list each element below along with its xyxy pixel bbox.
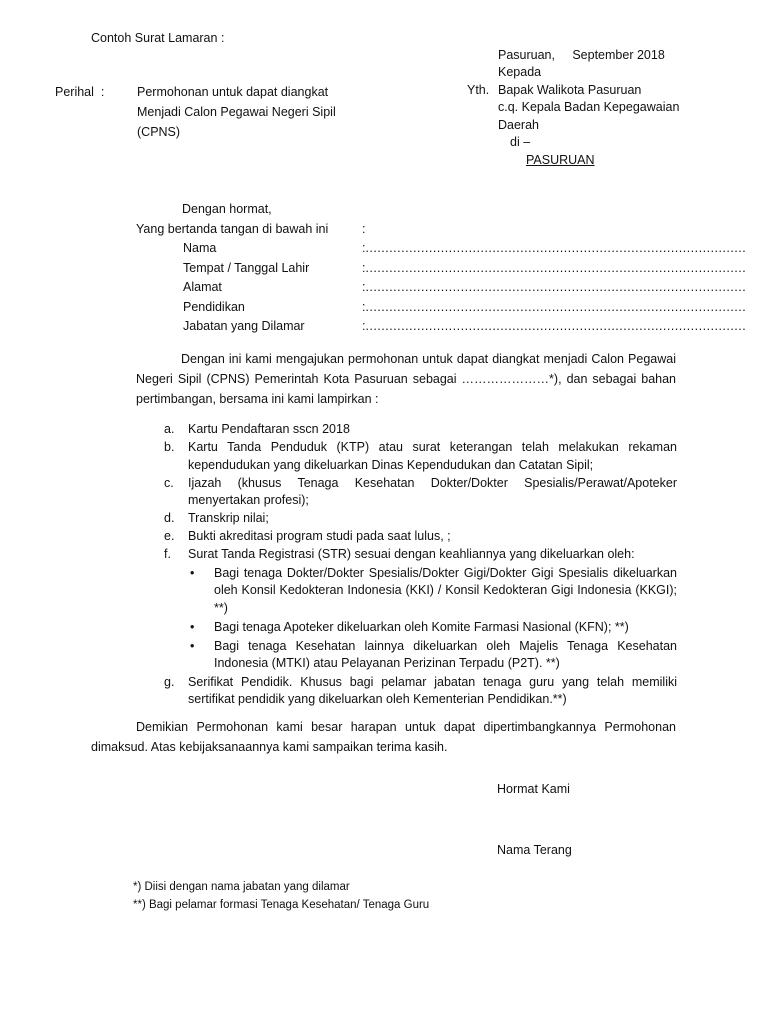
closing-line: dimaksud. Atas kebijaksanaannya kami sampaikan terima kasih. — [91, 740, 448, 754]
list-item-text: Kartu Tanda Penduduk (KTP) atau surat keterangan telah melakukan rekaman — [188, 440, 677, 454]
document-title: Contoh Surat Lamaran : — [91, 31, 225, 45]
str-item-text: **) — [214, 600, 228, 615]
list-item-label: d. — [164, 511, 175, 525]
signature-name: Nama Terang — [497, 843, 572, 857]
list-item-label: f. — [164, 547, 171, 561]
list-item — [164, 528, 677, 546]
perihal-line-1: Permohonan untuk dapat diangkat — [137, 85, 329, 99]
kepada-label: Kepada — [498, 65, 542, 79]
field-label: Pendidikan — [183, 299, 245, 314]
list-item-text: menyertakan profesi); — [188, 493, 309, 507]
list-item-text: Serifikat Pendidik. Khusus bagi pelamar jabatan tenaga guru yang telah memiliki — [188, 674, 677, 689]
closing-line: Demikian Permohonan kami besar harapan untuk dapat dipertimbangkannya Permohonan — [136, 720, 676, 734]
field-blank[interactable]: :…………………………………………………………………………………… — [362, 299, 746, 314]
attachment-list — [164, 421, 677, 709]
list-item — [164, 421, 677, 439]
str-item-text: Bagi tenaga Kesehatan lainnya dikeluarkan oleh Majelis Tenaga Kesehatan — [214, 638, 677, 653]
list-item-text: sertifikat pendidik yang dikeluarkan oleh Kementerian Pendidikan.**) — [188, 692, 567, 706]
place-date: Pasuruan, September 2018 — [498, 48, 665, 62]
list-item-text: Kartu Pendaftaran sscn 2018 — [188, 422, 350, 436]
intro-line: Dengan ini kami mengajukan permohonan untuk dapat diangkat menjadi Calon Pegawai — [181, 352, 676, 366]
field-blank[interactable]: :…………………………………………………………………………………… — [362, 319, 746, 333]
list-item-label: c. — [164, 475, 174, 490]
list-item-label: e. — [164, 529, 175, 543]
bullet-icon: • — [190, 638, 195, 653]
signature-regards: Hormat Kami — [497, 782, 570, 796]
field-label: Alamat — [183, 280, 222, 294]
field-blank[interactable]: :…………………………………………………………………………………… — [362, 280, 746, 294]
bullet-icon: • — [190, 620, 195, 634]
field-label: Nama — [183, 241, 217, 255]
intro-line: Negeri Sipil (CPNS) Pemerintah Kota Pasuruan sebagai …………………*), dan sebagai bahan — [136, 372, 676, 386]
str-item-text: oleh Konsil Kedokteran Indonesia (KKI) / Konsil Kedokteran Gigi Indonesia (KKGI); — [214, 583, 677, 597]
list-item — [164, 475, 677, 510]
field-label: Jabatan yang Dilamar — [183, 319, 305, 333]
signed-below-colon: : — [362, 222, 366, 236]
field-blank[interactable]: :…………………………………………………………………………………… — [362, 241, 746, 255]
footnote-2: **) Bagi pelamar formasi Tenaga Kesehatan/ Tenaga Guru — [133, 899, 430, 911]
field-blank[interactable]: :…………………………………………………………………………………… — [362, 260, 746, 275]
recipient-line-4: di – — [510, 135, 531, 149]
list-item-label: a. — [164, 422, 175, 436]
list-item-text: Ijazah (khusus Tenaga Kesehatan Dokter/Dokter Spesialis/Perawat/Apoteker — [188, 475, 677, 490]
list-item — [164, 674, 677, 709]
yth-label: Yth. — [467, 83, 490, 97]
str-list-item — [164, 638, 677, 673]
recipient-line-2: c.q. Kepala Badan Kepegawaian — [498, 100, 680, 114]
list-item-text: Transkrip nilai; — [188, 511, 269, 525]
perihal-line-2: Menjadi Calon Pegawai Negeri Sipil — [137, 105, 336, 119]
recipient-line-1: Bapak Walikota Pasuruan — [498, 83, 642, 97]
signed-below-text: Yang bertanda tangan di bawah ini — [136, 222, 329, 236]
perihal-line-3: (CPNS) — [137, 125, 181, 139]
str-item-text: Indonesia (MTKI) atau Pelayanan Perizinan Terpadu (P2T). **) — [214, 656, 560, 670]
greeting: Dengan hormat, — [182, 202, 272, 216]
list-item — [164, 510, 677, 528]
footnote-1: *) Diisi dengan nama jabatan yang dilamar — [133, 881, 350, 893]
list-item — [164, 439, 677, 474]
str-item-text: Bagi tenaga Dokter/Dokter Spesialis/Dokter Gigi/Dokter Gigi Spesialis dikeluarkan — [214, 565, 677, 580]
recipient-line-3: Daerah — [498, 118, 539, 132]
closing-paragraph — [91, 717, 676, 757]
list-item-text: Surat Tanda Registrasi (STR) sesuai dengan keahliannya yang dikeluarkan oleh: — [188, 547, 635, 561]
perihal-label: Perihal : — [55, 85, 105, 99]
str-list-item — [164, 619, 677, 637]
str-list-item — [164, 565, 677, 618]
list-item-label: b. — [164, 440, 175, 454]
recipient-city: PASURUAN — [526, 153, 595, 167]
list-item-text: Bukti akreditasi program studi pada saat lulus, ; — [188, 529, 451, 543]
intro-line: pertimbangan, bersama ini kami lampirkan : — [136, 392, 379, 406]
list-item-label: g. — [164, 674, 175, 689]
field-label: Tempat / Tanggal Lahir — [183, 260, 310, 275]
list-item — [164, 546, 677, 564]
intro-paragraph — [136, 349, 676, 409]
str-item-text: Bagi tenaga Apoteker dikeluarkan oleh Komite Farmasi Nasional (KFN); **) — [214, 620, 629, 634]
list-item-text: kependudukan yang dikeluarkan Dinas Kependudukan dan Catatan Sipil; — [188, 457, 594, 472]
bullet-icon: • — [190, 565, 195, 580]
